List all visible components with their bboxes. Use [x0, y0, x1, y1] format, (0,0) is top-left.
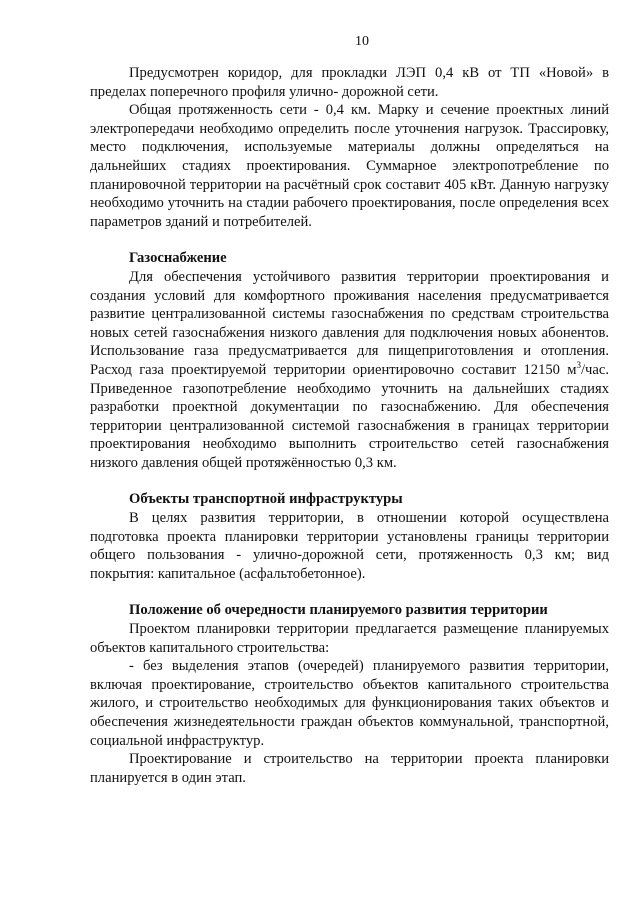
gas-text-after-unit: /час. Приведенное газопотребление необходимо уточнить на дальнейших стадиях разработки проектной документации по газоснабжению. Для обеспечения территории централизованной системой газоснабжения в границах территории проектирования необходимо выполнить строительство сетей газоснабжения низкого давления общей протяжённостью 0,3 км. [90, 361, 609, 471]
phasing-section [90, 601, 609, 787]
gas-supply-section [90, 249, 609, 472]
power-supply-section [90, 64, 609, 231]
phasing-heading: Положение об очередности планируемого развития территории [129, 602, 548, 619]
page-number: 10 [355, 34, 369, 49]
section-spacer [90, 472, 609, 490]
phasing-conclusion-paragraph: Проектирование и строительство на территории проекта планировки планируется в один этап. [90, 751, 609, 786]
section-spacer [90, 583, 609, 601]
phasing-list-paragraph: - без выделения этапов (очередей) планируемого развития территории, включая проектирование, строительство объектов капитального строительства жилого, и строительство необходимых для функционирования таких объектов и обеспечения жизнедеятельности граждан объектов коммунальной, транспортной, социальной инфраструктур. [90, 658, 609, 749]
transport-heading: Объекты транспортной инфраструктуры [129, 491, 403, 508]
transport-section [90, 490, 609, 583]
phasing-intro-paragraph: Проектом планировки территории предлагается размещение планируемых объектов капитального строительства: [90, 621, 609, 656]
power-corridor-paragraph: Предусмотрен коридор, для прокладки ЛЭП 0,4 кВ от ТП «Новой» в пределах поперечного профиля улично- дорожной сети. [90, 65, 609, 100]
cubic-superscript: 3 [576, 360, 581, 371]
gas-supply-heading: Газоснабжение [129, 250, 227, 267]
section-spacer [90, 231, 609, 249]
transport-paragraph: В целях развития территории, в отношении которой осуществлена подготовка проекта планировки территории установлены границы территории общего пользования - улично-дорожной сети, протяженность 0,3 км; вид покрытия: капитальное (асфальтобетонное). [90, 510, 609, 582]
gas-text-before-unit: Для обеспечения устойчивого развития территории проектирования и создания условий для комфортного проживания населения предусматривается развитие централизованной системы газоснабжения по средствам строительства новых сетей газоснабжения низкого давления для подключения новых абонентов. Использование газа предусматривается для пищеприготовления и отопления. Расход газа проектируемой территории ориентировочно составит 12150 м [90, 268, 609, 378]
gas-supply-paragraph [90, 268, 609, 473]
power-network-paragraph: Общая протяженность сети - 0,4 км. Марку и сечение проектных линий электропередачи необходимо определить после уточнения нагрузок. Трассировку, место подключения, используемые материалы должны определяться на дальнейших стадиях проектирования. Суммарное электропотребление по планировочной территории на расчётный срок составит 405 кВт. Данную нагрузку необходимо уточнить на стадии рабочего проектирования, после определения всех параметров зданий и потребителей. [90, 102, 609, 230]
